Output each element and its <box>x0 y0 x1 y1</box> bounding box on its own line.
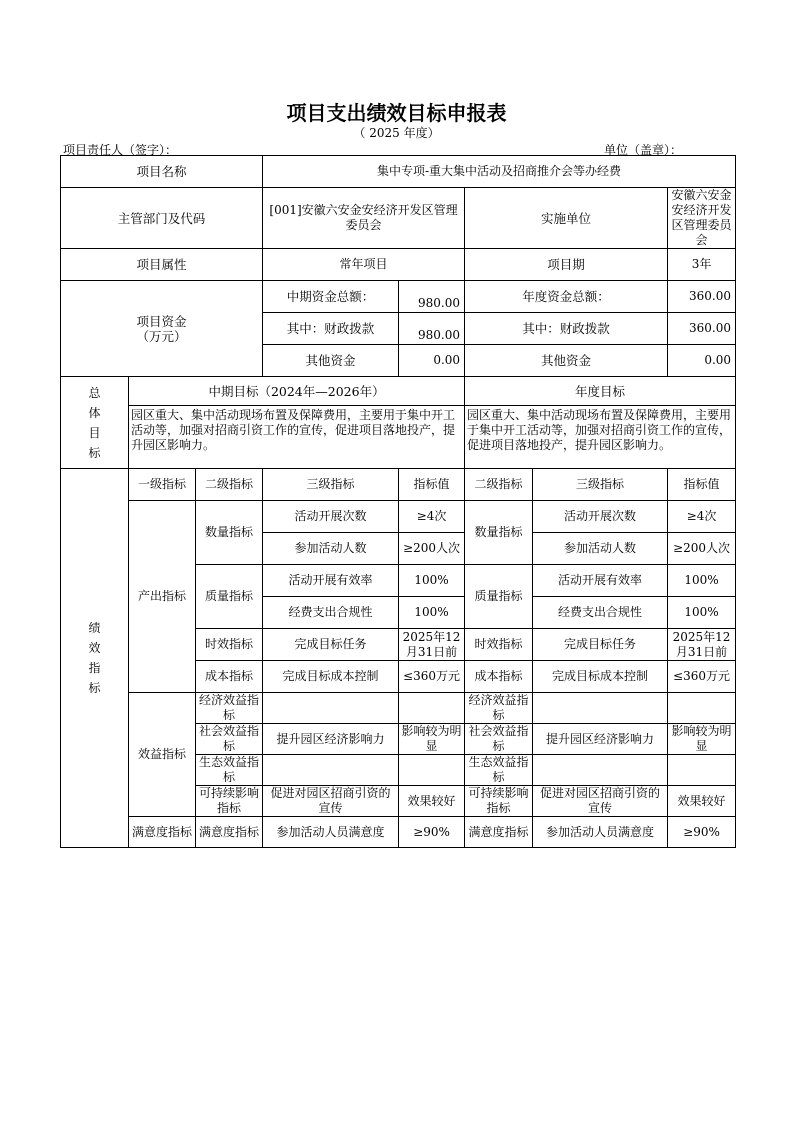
indicator-value-annual: 100% <box>668 597 736 629</box>
project-name: 集中专项-重大集中活动及招商推介会等办经费 <box>263 156 736 188</box>
indicator-value-annual <box>668 755 736 786</box>
output-indicators-label: 产出指标 <box>129 501 196 693</box>
indicator-value-annual: ≥4次 <box>668 501 736 533</box>
indicator-level3: 完成目标任务 <box>263 629 399 661</box>
indicator-level3-annual: 参加活动人数 <box>533 533 668 565</box>
indicator-level3: 提升园区经济影响力 <box>263 724 399 755</box>
year-other-label: 其他资金 <box>465 345 668 377</box>
year-fiscal-value: 360.00 <box>668 313 736 345</box>
indicator-level3-annual: 经费支出合规性 <box>533 597 668 629</box>
indicator-value: ≥90% <box>399 817 465 848</box>
indicator-level2-annual: 生态效益指标 <box>465 755 533 786</box>
annual-goal-header: 年度目标 <box>465 377 736 406</box>
header-level2-annual: 二级指标 <box>465 469 533 501</box>
indicator-value: ≥4次 <box>399 501 465 533</box>
indicator-level3-annual: 活动开展次数 <box>533 501 668 533</box>
indicator-level3: 活动开展次数 <box>263 501 399 533</box>
indicator-value: ≤360万元 <box>399 661 465 693</box>
indicator-level2: 生态效益指标 <box>196 755 263 786</box>
mid-fiscal-value: 980.00 <box>399 313 465 345</box>
indicator-level3: 活动开展有效率 <box>263 565 399 597</box>
annual-goal-text: 园区重大、集中活动现场布置及保障费用，主要用于集中开工活动等，加强对招商引资工作的宣传，促进项目落地投产，提升园区影响力。 <box>465 406 736 469</box>
implementing-unit-label: 实施单位 <box>465 188 668 249</box>
indicator-level2-annual: 数量指标 <box>465 501 533 565</box>
indicator-value-annual: 100% <box>668 565 736 597</box>
indicator-level2-annual: 时效指标 <box>465 629 533 661</box>
page-title: 项目支出绩效目标申报表 <box>286 101 507 125</box>
indicator-level2-annual: 成本指标 <box>465 661 533 693</box>
indicator-level3-annual: 参加活动人员满意度 <box>533 817 668 848</box>
project-funds-label: 项目资金 （万元） <box>61 281 263 377</box>
indicator-level2-annual: 质量指标 <box>465 565 533 629</box>
mid-other-label: 其他资金 <box>263 345 399 377</box>
indicator-value: 100% <box>399 565 465 597</box>
header-value: 指标值 <box>399 469 465 501</box>
indicator-level3: 完成目标成本控制 <box>263 661 399 693</box>
indicator-level3-annual: 促进对园区招商引资的宣传 <box>533 786 668 817</box>
mid-total-label: 中期资金总额： <box>263 281 399 313</box>
header-level1: 一级指标 <box>129 469 196 501</box>
indicator-value <box>399 755 465 786</box>
indicator-value-annual: 2025年12月31日前 <box>668 629 736 661</box>
header-level2: 二级指标 <box>196 469 263 501</box>
performance-indicators-label: 绩 效 指 标 <box>61 469 129 848</box>
project-attribute-value: 常年项目 <box>263 249 465 281</box>
indicator-level2: 时效指标 <box>196 629 263 661</box>
indicator-level3 <box>263 755 399 786</box>
year-subtitle: （ 2025 年度） <box>353 126 440 140</box>
indicator-level2: 质量指标 <box>196 565 263 629</box>
indicator-level3: 经费支出合规性 <box>263 597 399 629</box>
indicator-value-annual: 影响较为明显 <box>668 724 736 755</box>
indicator-level2-annual: 社会效益指标 <box>465 724 533 755</box>
year-fiscal-label: 其中：财政拨款 <box>465 313 668 345</box>
indicator-level2-annual: 经济效益指标 <box>465 693 533 724</box>
indicator-level3 <box>263 693 399 724</box>
indicator-value: 2025年12月31日前 <box>399 629 465 661</box>
indicator-value-annual: 效果较好 <box>668 786 736 817</box>
year-total-value: 360.00 <box>668 281 736 313</box>
indicator-value <box>399 693 465 724</box>
indicator-level2: 成本指标 <box>196 661 263 693</box>
indicator-level3: 促进对园区招商引资的宣传 <box>263 786 399 817</box>
indicator-level2: 可持续影响指标 <box>196 786 263 817</box>
benefit-indicators-label: 效益指标 <box>129 693 196 817</box>
indicator-level2-annual: 满意度指标 <box>465 817 533 848</box>
year-other-value: 0.00 <box>668 345 736 377</box>
project-period-value: 3年 <box>668 249 736 281</box>
indicator-level3: 参加活动人员满意度 <box>263 817 399 848</box>
header-value-annual: 指标值 <box>668 469 736 501</box>
indicator-level3-annual <box>533 693 668 724</box>
indicator-value-annual: ≥90% <box>668 817 736 848</box>
department-label: 主管部门及代码 <box>61 188 263 249</box>
indicator-value: 影响较为明显 <box>399 724 465 755</box>
indicator-level2: 满意度指标 <box>196 817 263 848</box>
indicator-value-annual: ≤360万元 <box>668 661 736 693</box>
overall-goals-label: 总 体 目 标 <box>61 377 129 469</box>
department-value: [001]安徽六安金安经济开发区管理委员会 <box>263 188 465 249</box>
indicator-level2-annual: 可持续影响指标 <box>465 786 533 817</box>
satisfaction-indicators-label: 满意度指标 <box>129 817 196 848</box>
indicator-level2: 社会效益指标 <box>196 724 263 755</box>
mid-fiscal-label: 其中：财政拨款 <box>263 313 399 345</box>
mid-other-value: 0.00 <box>399 345 465 377</box>
indicator-level2: 数量指标 <box>196 501 263 565</box>
mid-total-value: 980.00 <box>399 281 465 313</box>
indicator-value: ≥200人次 <box>399 533 465 565</box>
indicator-value: 100% <box>399 597 465 629</box>
indicator-value: 效果较好 <box>399 786 465 817</box>
header-level3: 三级指标 <box>263 469 399 501</box>
indicator-level3-annual: 完成目标成本控制 <box>533 661 668 693</box>
mid-term-goal-text: 园区重大、集中活动现场布置及保障费用，主要用于集中开工活动等，加强对招商引资工作的宣传，促进项目落地投产，提升园区影响力。 <box>129 406 465 469</box>
indicator-value-annual: ≥200人次 <box>668 533 736 565</box>
unit-seal-label: 单位（盖章）： <box>604 143 683 157</box>
indicator-level3-annual: 完成目标任务 <box>533 629 668 661</box>
indicator-level3: 参加活动人数 <box>263 533 399 565</box>
year-total-label: 年度资金总额： <box>465 281 668 313</box>
indicator-value-annual <box>668 693 736 724</box>
indicator-level3-annual: 提升园区经济影响力 <box>533 724 668 755</box>
implementing-unit-value: 安徽六安金安经济开发区管理委员会 <box>668 188 736 249</box>
header-level3-annual: 三级指标 <box>533 469 668 501</box>
indicator-level3-annual <box>533 755 668 786</box>
performance-target-table <box>60 155 736 848</box>
indicator-level3-annual: 活动开展有效率 <box>533 565 668 597</box>
responsible-person-label: 项目责任人（签字）： <box>63 143 178 157</box>
project-attribute-label: 项目属性 <box>61 249 263 281</box>
project-name-label: 项目名称 <box>61 156 263 188</box>
project-period-label: 项目期 <box>465 249 668 281</box>
mid-term-goal-header: 中期目标（2024年—2026年） <box>129 377 465 406</box>
indicator-level2: 经济效益指标 <box>196 693 263 724</box>
